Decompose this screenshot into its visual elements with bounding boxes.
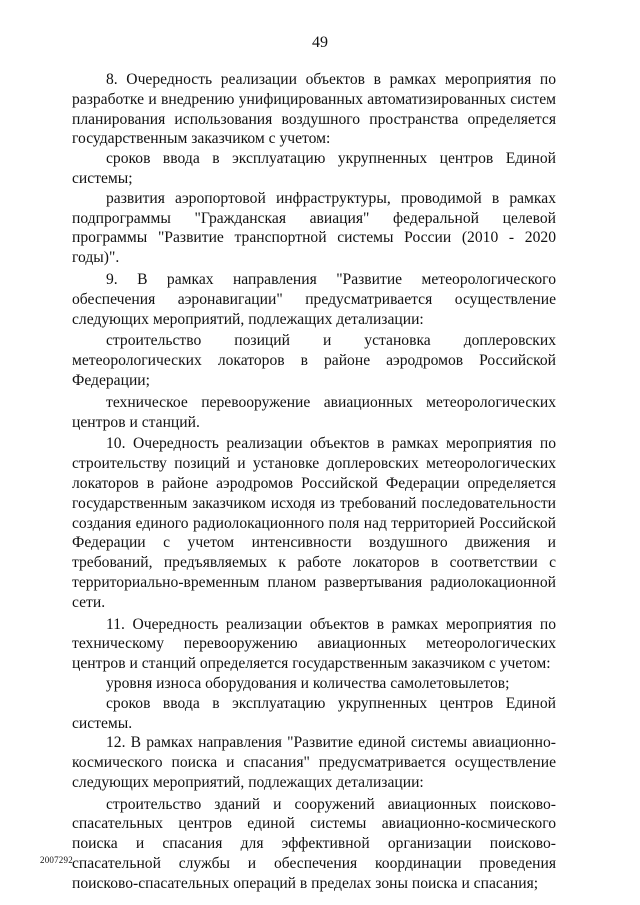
paragraph-8-item-2: развития аэропортовой инфраструктуры, проводимой в рамках подпрограммы "Гражданская авиация" федеральной целевой программы "Развитие транспортной системы России (2010 - 2020 годы)". — [72, 189, 556, 267]
paragraph-11-item-2: сроков ввода в эксплуатацию укрупненных центров Единой системы. — [72, 694, 556, 732]
document-body — [72, 70, 556, 894]
document-code: 2007292 — [40, 855, 73, 865]
paragraph-9-item-2: техническое перевооружение авиационных метеорологических центров и станций. — [72, 393, 556, 431]
page-number: 49 — [312, 34, 328, 51]
paragraph-12: 12. В рамках направления "Развитие единой системы авиационно-космического поиска и спасания" предусматривается осуществление следующих мероприятий, подлежащих детализации: — [72, 734, 556, 791]
paragraph-11-item-1: уровня износа оборудования и количества самолетовылетов; — [106, 674, 510, 692]
paragraph-9: 9. В рамках направления "Развитие метеорологического обеспечения аэронавигации" предусматривается осуществление следующих мероприятий, подлежащих детализации: — [72, 270, 556, 328]
paragraph-8-item-1: сроков ввода в эксплуатацию укрупненных центров Единой системы; — [72, 150, 556, 187]
paragraph-8: 8. Очередность реализации объектов в рамках мероприятия по разработке и внедрению унифицированных автоматизированных систем планирования использования воздушного пространства определяется государственным заказчиком с учетом: — [72, 71, 556, 148]
paragraph-11: 11. Очередность реализации объектов в рамках мероприятия по техническому перевооружению авиационных метеорологических центров и станций определяется государственным заказчиком с учетом: — [72, 615, 556, 673]
paragraph-12-item-1: строительство зданий и сооружений авиационных поисково-спасательных центров единой системы авиационно-космического поиска и спасания для эффективной организации поисково-спасательной службы и обеспечения координации проведения поисково-спасательных операций в пределах зоны поиска и спасания; — [72, 795, 556, 892]
paragraph-9-item-1: строительство позиций и установка доплеровских метеорологических локаторов в районе аэродромов Российской Федерации; — [72, 332, 556, 389]
paragraph-10: 10. Очередность реализации объектов в рамках мероприятия по строительству позиций и установке доплеровских метеорологических локаторов в районе аэродромов Российской Федерации определяется государственным заказчиком исходя из требований последовательности создания единого радиолокационного поля над территорией Российской Федерации с учетом интенсивности воздушного движения и требований, предъявляемых к работе локаторов в соответствии с территориально-временным планом развертывания радиолокационной сети. — [72, 435, 556, 611]
